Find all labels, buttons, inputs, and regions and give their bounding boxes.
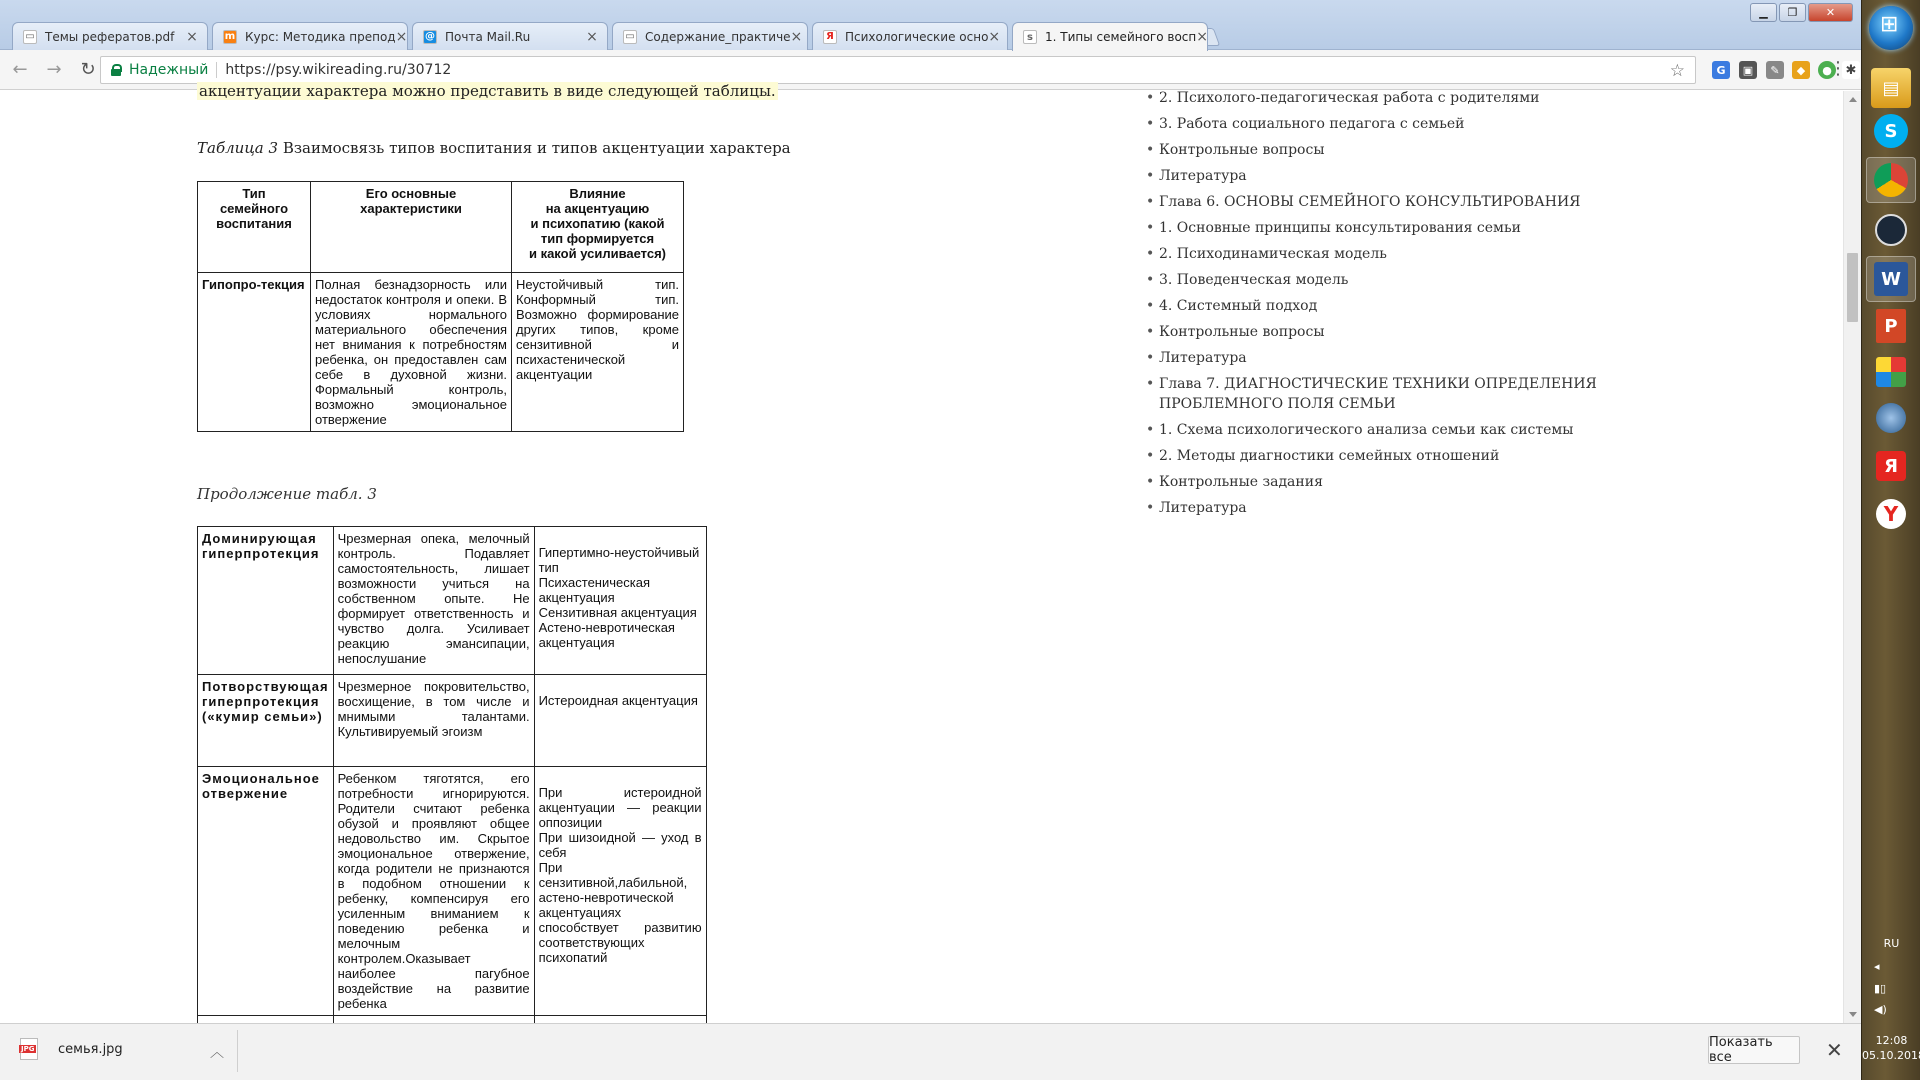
system-clock[interactable]	[1862, 1033, 1925, 1063]
moodle-icon: m	[224, 31, 236, 42]
yandex-icon[interactable]: Я	[1871, 446, 1911, 486]
influence-cell	[534, 767, 706, 1016]
header-type-line: воспитания	[216, 216, 292, 231]
accentuation-table	[197, 181, 684, 432]
header-char-line: характеристики	[360, 201, 462, 216]
clock-time: 12:08	[1875, 1034, 1908, 1047]
header-char-line: Его основные	[365, 186, 457, 201]
continuation-caption: Продолжение табл. 3	[197, 485, 377, 503]
yandex-icon: Я	[823, 30, 837, 44]
header-type	[198, 182, 311, 273]
influence-line: Сензитивная акцентуация	[538, 605, 697, 620]
download-item[interactable]	[20, 1038, 123, 1060]
header-type-line: семейного	[219, 201, 289, 216]
header-influence	[512, 182, 684, 273]
skype-icon[interactable]: S	[1874, 114, 1908, 148]
rubik-cube-icon[interactable]	[1871, 352, 1911, 392]
toc-link[interactable]: • Литература	[1159, 498, 1599, 518]
toc-link[interactable]: • 1. Основные принципы консультирования семьи	[1159, 218, 1599, 238]
influence-line: При сензитивной,лабильной, астено-невротической акцентуациях способствует развитию соответствующих психопатий	[538, 860, 702, 965]
download-bar	[0, 1023, 1861, 1080]
table-row	[198, 675, 707, 767]
table-header-row	[198, 182, 684, 273]
tab-title: 1. Типы семейного восп	[1045, 30, 1197, 44]
toc-link[interactable]: • Литература	[1159, 166, 1599, 186]
toc-link[interactable]: • 2. Методы диагностики семейных отношений	[1159, 446, 1599, 466]
tab-close-icon[interactable]: ×	[790, 28, 803, 45]
browser-tab[interactable]	[212, 22, 408, 50]
toc-link[interactable]: • Контрольные вопросы	[1159, 140, 1599, 160]
download-file-name: семья.jpg	[58, 1041, 123, 1057]
tab-title: Курс: Методика препод	[245, 29, 396, 44]
header-infl-line: тип формируется	[540, 231, 655, 246]
table-caption-text: Взаимосвязь типов воспитания и типов акцентуации характера	[278, 139, 791, 157]
influence-line: При истероидной акцентуации — реакции оппозиции	[538, 785, 702, 830]
accentuation-table-continued	[197, 526, 707, 1046]
tab-close-icon[interactable]: ×	[586, 28, 598, 45]
tab-strip	[0, 0, 1861, 50]
secure-label: Надежный	[129, 62, 209, 78]
tab-title: Темы рефератов.pdf	[45, 29, 175, 44]
header-infl-line: на акцентуацию	[545, 201, 650, 216]
omnibox-separator	[216, 62, 217, 78]
scroll-thumb[interactable]	[1847, 253, 1858, 322]
header-infl-line: и психопатию (какой	[530, 216, 665, 231]
gem-extension-icon[interactable]: ◆	[1792, 61, 1810, 79]
header-type-line: Тип	[242, 186, 266, 201]
translate-extension-icon[interactable]: G	[1712, 61, 1730, 79]
file-explorer-icon[interactable]: ▤	[1871, 68, 1911, 108]
download-options-chevron-icon[interactable]: ︿	[210, 1045, 224, 1061]
puzzle-extension-icon[interactable]: ✱	[1842, 61, 1860, 79]
toc-link[interactable]: • Литература	[1159, 348, 1599, 368]
characteristics-cell: Полная безнадзорность или недостаток контроля и опеки. В условиях нормального материального обеспечения нет внимания к потребностям ребенка, он предоставлен сам себе в духовной жизни. Формальный контроль, возможно эмоциональное отвержение	[311, 273, 512, 432]
document-icon: ▭	[623, 30, 637, 44]
characteristics-cell: Чрезмерное покровительство, восхищение, в том числе и мнимыми талантами. Культивируемый эгоизм	[333, 675, 534, 767]
upbringing-type-cell: Эмоциональное отвержение	[198, 767, 334, 1016]
file-type-badge: JPG	[21, 1045, 35, 1053]
powerpoint-icon[interactable]: P	[1871, 306, 1911, 346]
start-button[interactable]	[1869, 6, 1913, 50]
tab-close-icon[interactable]: ×	[395, 28, 408, 45]
tab-title: Почта Mail.Ru	[445, 29, 531, 44]
toc-link[interactable]: • 2. Психолого-педагогическая работа с родителями	[1159, 88, 1599, 108]
page-scrollbar[interactable]	[1843, 91, 1861, 1023]
yandex-browser-icon[interactable]: Y	[1871, 494, 1911, 534]
influence-cell: Неустойчивый тип. Конформный тип. Возможно формирование других типов, кроме сензитивной и психастенической акцентуации	[512, 273, 684, 432]
toc-link[interactable]: • 1. Схема психологического анализа семьи как системы	[1159, 420, 1599, 440]
influence-line: Истероидная акцентуация	[538, 693, 698, 708]
browser-tab[interactable]	[412, 22, 608, 50]
upbringing-type-cell: Потворствующая гиперпротекция («кумир семьи»)	[198, 675, 334, 767]
header-infl-line: Влияние	[569, 186, 626, 201]
steam-icon[interactable]	[1871, 210, 1911, 250]
table-row	[198, 767, 707, 1016]
network-icon[interactable]: ▮▯	[1874, 982, 1887, 995]
toc-link[interactable]: • 4. Системный подход	[1159, 296, 1599, 316]
tab-title: Психологические осно	[845, 29, 989, 44]
toc-link[interactable]: • 2. Психодинамическая модель	[1159, 244, 1599, 264]
scroll-up-arrow[interactable]	[1849, 97, 1857, 102]
mail-icon: @	[425, 31, 435, 42]
upbringing-type-cell: Доминирующая гиперпротекция	[198, 527, 334, 675]
characteristics-cell: Чрезмерная опека, мелочный контроль. Подавляет самостоятельность, лишает возможности учиться на собственном опыте. Не формирует ответственность и чувство долга. Усиливает реакцию эмансипации, непослушание	[333, 527, 534, 675]
clipboard-extension-icon[interactable]: ✎	[1766, 61, 1784, 79]
header-characteristics	[311, 182, 512, 273]
influence-cell	[534, 527, 706, 675]
clock-date: 05.10.2018	[1862, 1049, 1925, 1062]
bookmark-star-icon[interactable]: ☆	[1669, 61, 1685, 81]
upbringing-type-cell: Гипопро-текция	[198, 273, 311, 432]
tab-close-icon[interactable]: ×	[988, 28, 1001, 45]
media-player-icon[interactable]	[1871, 398, 1911, 438]
page-viewport	[0, 82, 1843, 1023]
influence-line: Гипертимно-неустойчивый тип	[538, 545, 700, 575]
volume-icon[interactable]: ◀)	[1874, 1003, 1887, 1016]
table-row	[198, 273, 684, 432]
influence-line: Психастеническая акцентуация	[538, 575, 650, 605]
table-row	[198, 527, 707, 675]
browser-tab[interactable]	[612, 22, 808, 50]
toc-link[interactable]: • 3. Поведенческая модель	[1159, 270, 1599, 290]
green-extension-icon[interactable]: ●	[1818, 61, 1836, 79]
document-icon: ▭	[23, 30, 37, 44]
address-bar[interactable]	[100, 56, 1696, 84]
lock-icon	[111, 64, 121, 76]
header-infl-line: и какой усиливается)	[528, 246, 667, 261]
jpg-file-icon	[20, 1038, 38, 1060]
download-divider	[237, 1030, 238, 1072]
close-download-bar-icon[interactable]: ✕	[1826, 1038, 1843, 1062]
window-controls	[1750, 3, 1853, 22]
reload-button[interactable]: ↻	[80, 59, 96, 80]
tray-expand-icon[interactable]: ◂	[1874, 960, 1880, 973]
toc-link[interactable]: • Контрольные задания	[1159, 472, 1599, 492]
table-caption-number: Таблица 3	[197, 139, 279, 157]
toc-link[interactable]: • Контрольные вопросы	[1159, 322, 1599, 342]
table-of-contents	[1159, 88, 1599, 524]
tab-close-icon[interactable]: ×	[186, 28, 198, 45]
url-text[interactable]: https://psy.wikireading.ru/30712	[225, 62, 452, 78]
tab-close-icon[interactable]: ×	[1196, 29, 1208, 45]
chrome-menu-icon[interactable]: ⋮	[1829, 58, 1847, 79]
toc-link[interactable]: • 3. Работа социального педагога с семьей	[1159, 114, 1599, 134]
table-caption	[197, 139, 791, 157]
page-icon: ѕ	[1023, 30, 1037, 44]
maximize-button[interactable]: ❐	[1779, 3, 1806, 22]
windows-taskbar	[1861, 0, 1925, 1080]
influence-line: При шизоидной — уход в себя	[538, 830, 702, 860]
toc-link[interactable]: • Глава 7. ДИАГНОСТИЧЕСКИЕ ТЕХНИКИ ОПРЕДЕЛЕНИЯ ПРОБЛЕМНОГО ПОЛЯ СЕМЬИ	[1159, 374, 1599, 414]
browser-tab[interactable]	[812, 22, 1008, 50]
influence-line: Астено-невротическая акцентуация	[538, 620, 675, 650]
toc-link[interactable]: • Глава 6. ОСНОВЫ СЕМЕЙНОГО КОНСУЛЬТИРОВАНИЯ	[1159, 192, 1599, 212]
forward-button[interactable]: →	[46, 59, 62, 80]
browser-tab[interactable]	[1012, 22, 1208, 51]
chat-extension-icon[interactable]: ▣	[1739, 61, 1757, 79]
tab-title: Содержание_практиче	[645, 29, 791, 44]
browser-tab[interactable]	[12, 22, 208, 50]
influence-cell	[534, 675, 706, 767]
lead-paragraph: акцентуации характера можно представить в виде следующей таблицы.	[199, 82, 776, 100]
minimize-button[interactable]: ▁	[1750, 3, 1777, 22]
close-window-button[interactable]: ✕	[1808, 3, 1853, 22]
word-icon[interactable]: W	[1866, 256, 1916, 302]
chrome-taskbar-icon[interactable]	[1866, 157, 1916, 203]
characteristics-cell: Ребенком тяготятся, его потребности игнорируются. Родители считают ребенка обузой и проявляют общее недовольство им. Скрытое эмоциональное отвержение, когда родители не признаются в подобном отношении к ребенку, компенсируя его усиленным вниманием к поведению ребенка и мелочным контролем.Оказывает наиболее пагубное воздействие на развитие ребенка	[333, 767, 534, 1016]
scroll-down-arrow[interactable]	[1849, 1012, 1857, 1017]
language-indicator[interactable]: RU	[1883, 937, 1900, 950]
back-button[interactable]: ←	[12, 59, 28, 80]
show-all-downloads-button[interactable]: Показать все	[1708, 1036, 1800, 1064]
